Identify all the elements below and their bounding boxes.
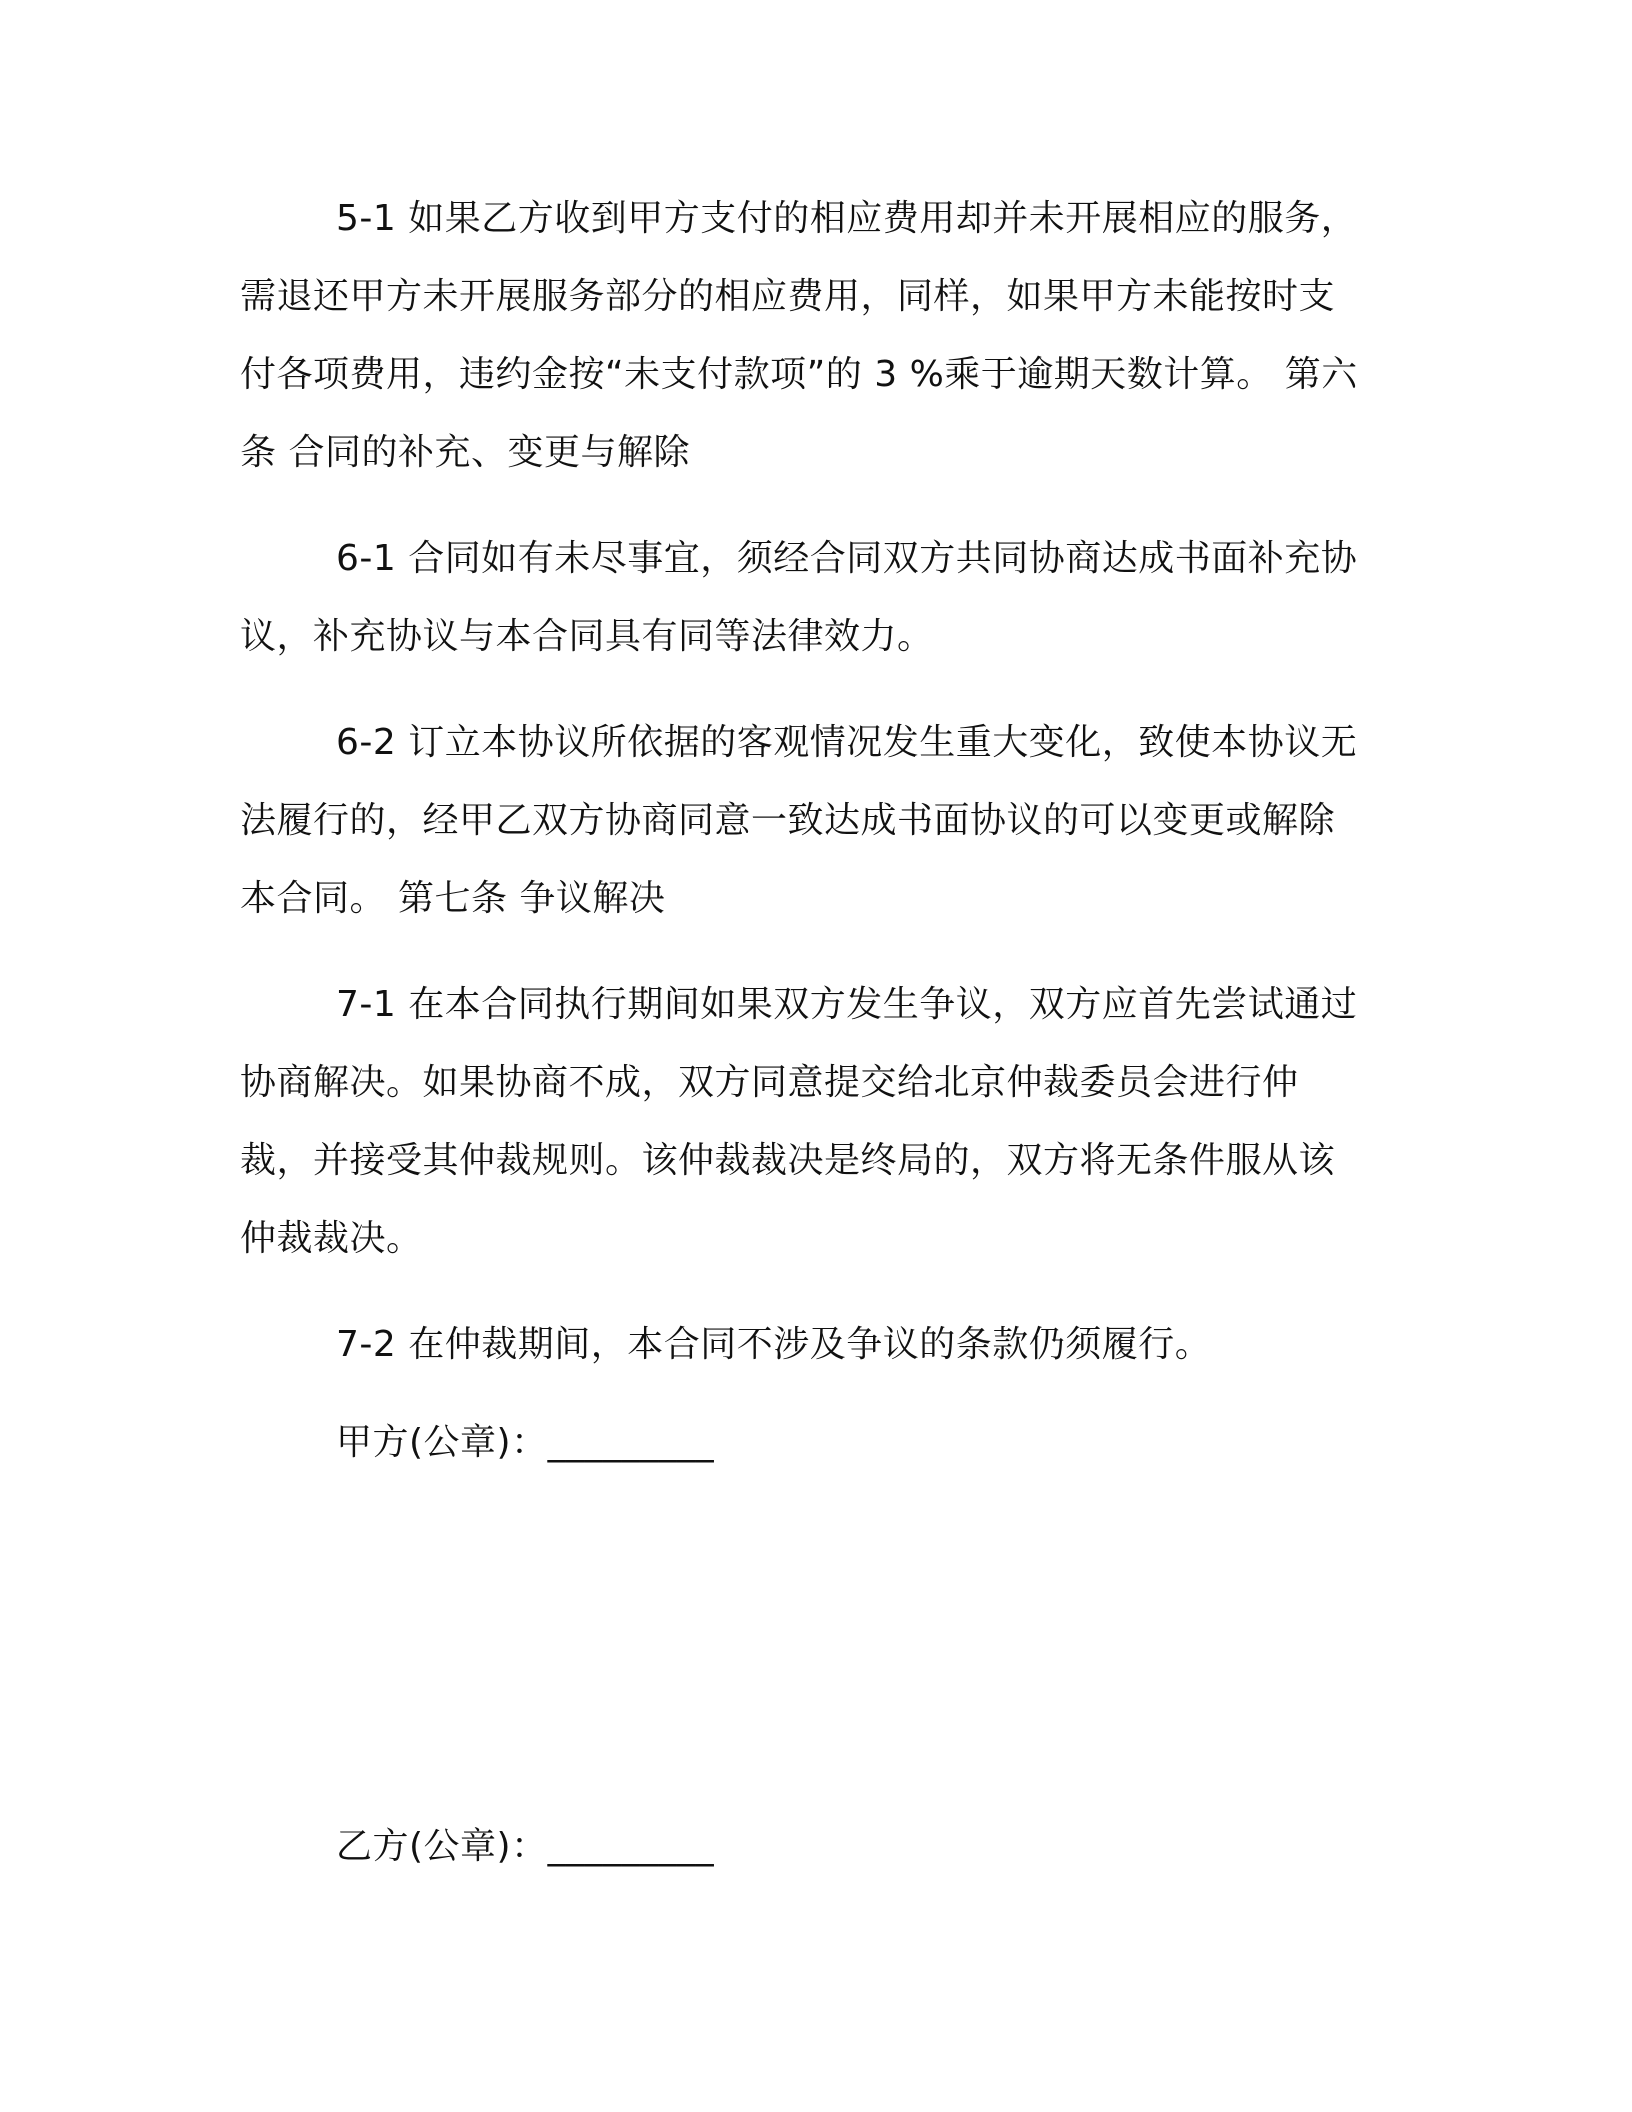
- party-b-signature-blank: _________: [547, 1826, 715, 1867]
- clause-7-1: 7-1 在本合同执行期间如果双方发生争议，双方应首先尝试通过协商解决。如果协商不成，双方同意提交给北京仲裁委员会进行仲裁，并接受其仲裁规则。该仲裁裁决是终局的，双方将无条件服从该仲裁裁决。: [240, 984, 1358, 1259]
- party-b-signature-line: [336, 1808, 714, 1886]
- clause-6-2: 6-2 订立本协议所依据的客观情况发生重大变化，致使本协议无法履行的，经甲乙双方协商同意一致达成书面协议的可以变更或解除本合同。 第七条 争议解决: [240, 722, 1358, 919]
- party-b-label: 乙方(公章)：: [336, 1826, 548, 1867]
- clause-6-1: 6-1 合同如有未尽事宜，须经合同双方共同协商达成书面补充协议，补充协议与本合同具有同等法律效力。: [240, 538, 1358, 657]
- party-a-signature-blank: _________: [547, 1422, 715, 1463]
- clause-5-1: 5-1 如果乙方收到甲方支付的相应费用却并未开展相应的服务，需退还甲方未开展服务部分的相应费用，同样，如果甲方未能按时支付各项费用，违约金按“未支付款项”的 3 %乘于逾期天数计算。 第六条 合同的补充、变更与解除: [240, 198, 1358, 473]
- party-a-signature-line: [336, 1404, 714, 1482]
- contract-body: [240, 180, 1370, 1412]
- party-a-label: 甲方(公章)：: [336, 1422, 548, 1463]
- clause-7-2: 7-2 在仲裁期间，本合同不涉及争议的条款仍须履行。: [336, 1324, 1212, 1365]
